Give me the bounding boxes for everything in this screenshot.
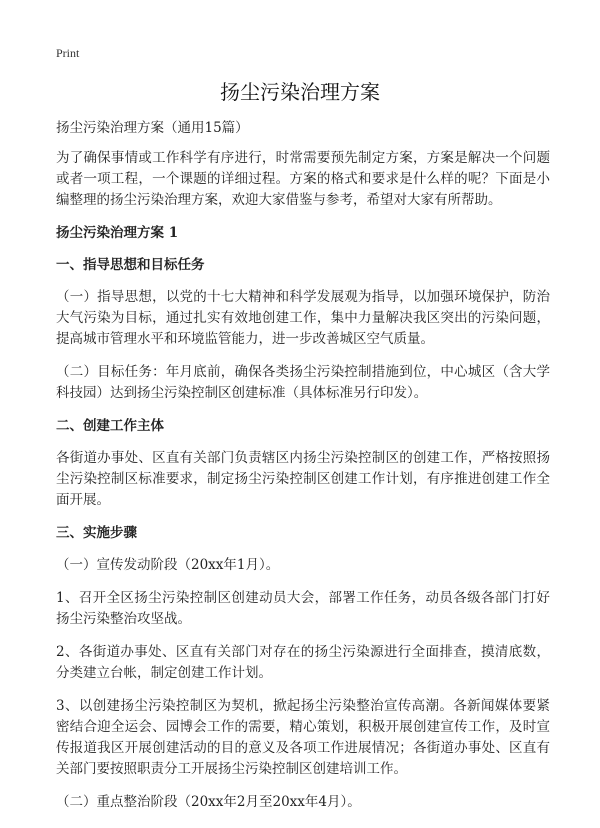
paragraph-step-1: 1、召开全区扬尘污染控制区创建动员大会，部署工作任务，动员各级各部门打好扬尘污染整治攻坚战。 (56, 590, 550, 627)
paragraph-stage-one: （一）宣传发动阶段（20xx年1月）。 (56, 557, 280, 573)
heading-work-subjects: 二、创建工作主体 (56, 418, 164, 434)
document-subtitle: 扬尘污染治理方案（通用15篇） (56, 120, 249, 136)
paragraph-work-subjects: 各街道办事处、区直有关部门负责辖区内扬尘污染控制区的创建工作，严格按照扬尘污染控制区标准要求，制定扬尘污染控制区创建工作计划，有序推进创建工作全面开展。 (56, 450, 550, 508)
heading-guiding-principles: 一、指导思想和目标任务 (56, 257, 205, 273)
print-link[interactable]: Print (56, 46, 80, 60)
page-title: 扬尘污染治理方案 (220, 80, 380, 104)
document-body (56, 118, 550, 825)
paragraph-target-tasks: （二）目标任务：年月底前，确保各类扬尘污染控制措施到位，中心城区（含大学科技园）达到扬尘污染控制区创建标准（具体标准另行印发）。 (56, 364, 550, 401)
paragraph-guiding-thought: （一）指导思想，以党的十七大精神和科学发展观为指导，以加强环境保护，防治大气污染为目标，通过扎实有效地创建工作，集中力量解决我区突出的污染问题，提高城市管理水平和环境监管能力，进一步改善城区空气质量。 (56, 289, 550, 347)
heading-implementation-steps: 三、实施步骤 (56, 525, 137, 541)
intro-paragraph: 为了确保事情或工作科学有序进行，时常需要预先制定方案，方案是解决一个问题或者一项工程，一个课题的详细过程。方案的格式和要求是什么样的呢？下面是小编整理的扬尘污染治理方案，欢迎大家借鉴与参考，希望对大家有所帮助。 (56, 150, 550, 208)
section-title: 扬尘污染治理方案 1 (56, 225, 179, 241)
paragraph-stage-two: （二）重点整治阶段（20xx年2月至20xx年4月）。 (56, 794, 361, 810)
paragraph-step-3: 3、以创建扬尘污染控制区为契机，掀起扬尘污染整治宣传高潮。各新闻媒体要紧密结合迎全运会、园博会工作的需要，精心策划，积极开展创建宣传工作，及时宣传报道我区开展创建活动的目的意义及各项工作进展情况；各街道办事处、区直有关部门要按照职责分工开展扬尘污染控制区创建培训工作。 (56, 698, 550, 777)
paragraph-step-2: 2、各街道办事处、区直有关部门对存在的扬尘污染源进行全面排查，摸清底数，分类建立台帐，制定创建工作计划。 (56, 644, 550, 681)
